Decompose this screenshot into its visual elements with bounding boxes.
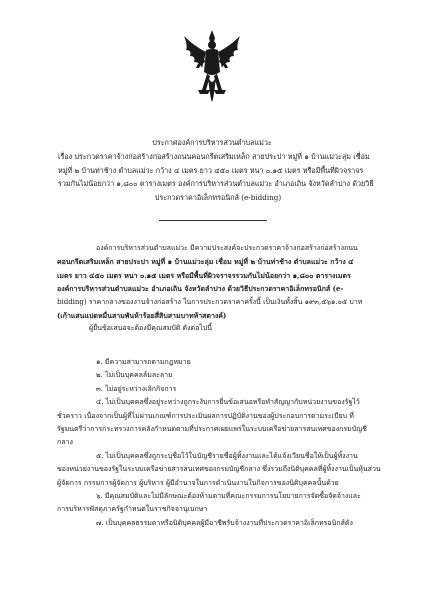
subject-line-3: รวมกันไม่น้อยกว่า ๑,๘๐๐ ตารางเมตร องค์การบริหารส่วนตำบลแม่วะ อำเภอเถิน จังหวัดลำปาง ด้วยวิธี: [58, 179, 374, 188]
list-item: ๔. ไม่เป็นบุคคลซึ่งอยู่ระหว่างถูกระงับการยื่นข้อเสนอหรือทำสัญญากับหน่วยงานของรัฐไว้: [96, 398, 360, 407]
body-line: คอนกรีตเสริมเหล็ก สายประปา หมู่ที่ ๑ บ้านแม่วะลุ่ม เชื่อม หมู่ที่ ๒ บ้านท่าช้าง ตำบลแม่วะ กว้าง ๔: [57, 257, 354, 267]
list-item: กลาง: [57, 438, 73, 447]
garuda-emblem-icon: [180, 28, 244, 108]
list-item: ๕. ไม่เป็นบุคคลซึ่งถูกระบุชื่อไว้ในบัญชีรายชื่อผู้ทิ้งงานและได้แจ้งเวียนชื่อให้เป็นผู้ทิ้งงาน: [96, 451, 358, 460]
subject-line-1: เรื่อง ประกวดราคาจ้างก่อสร้างก่อสร้างถนนคอนกรีตเสริมเหล็ก สายประปา หมู่ที่ ๑ บ้านแม่วะลุ่ม เชื่อม: [58, 152, 370, 161]
announcement-title: ประกาศองค์การบริหารส่วนตำบลแม่วะ: [152, 138, 272, 147]
divider: [159, 220, 267, 221]
list-item: ๒. ไม่เป็นบุคคลล้มละลาย: [96, 371, 173, 380]
qualifications-list: [57, 356, 387, 530]
body-line: bidding) ราคากลางของงานจ้างก่อสร้าง ในการประกวดราคาครั้งนี้ เป็นเงินทั้งสิ้น ๑๙๓,๕๖๑.๐๕ บาท: [57, 297, 363, 306]
body-line: ผู้ยื่นข้อเสนอจะต้องมีคุณสมบัติ ดังต่อไปนี้: [89, 324, 213, 333]
list-item: รัฐมนตรีว่าการกระทรวงการคลังกำหนดตามที่ประกาศเผยแพร่ในระบบเครือข่ายสารสนเทศของกรมบัญชี: [57, 425, 367, 434]
list-item: ของหน่วยงานของรัฐในระบบเครือข่ายสารสนเทศของกรมบัญชีกลาง ซึ่งรวมถึงนิติบุคคลที่ผู้ทิ้งงานเป็นหุ้นส่วน: [57, 465, 381, 474]
list-item: ๓. ไม่อยู่ระหว่างเลิกกิจการ: [96, 384, 177, 393]
body-line: (เก้าแสนแปดหมื่นสามพันห้าร้อยสี่สิบสามบาทห้าสตางค์): [57, 311, 227, 321]
list-item: ๑. มีความสามารถตามกฎหมาย: [96, 358, 191, 366]
list-item: ๗. เป็นบุคคลธรรมดาหรือนิติบุคคลผู้มีอาชีพรับจ้างงานที่ประกวดราคาอิเล็กทรอนิกส์ดัง: [96, 518, 353, 527]
subject-block: [58, 150, 378, 204]
subject-line-2: หมู่ที่ ๒ บ้านท่าช้าง ตำบลแม่วะ กว้าง ๔ เมตร ยาว ๔๕๐ เมตร หนา ๐.๑๕ เมตร หรือมีพื้นที่ผิวจราจร: [58, 165, 364, 175]
list-item: ๖. มีคุณสมบัติและไม่มีลักษณะต้องห้ามตามที่คณะกรรมการนโยบายการจัดซื้อจัดจ้างและ: [96, 492, 361, 501]
subject-line-4: ประกวดราคาอิเล็กทรอนิกส์ (e-bidding): [154, 192, 282, 202]
list-item: ชั่วคราว เนื่องจากเป็นผู้ที่ไม่ผ่านเกณฑ์การประเมินผลการปฏิบัติงานของผู้ประกอบการตามระเบียบ ที่: [57, 411, 354, 420]
body-line: องค์การบริหารส่วนตำบลแม่วะ อำเภอเถิน จังหวัดลำปาง ด้วยวิธีประกวดราคาอิเล็กทรอนิกส์ (e-: [57, 284, 344, 294]
body-line: เมตร ยาว ๔๕๐ เมตร หนา ๐.๑๕ เมตร หรือมีพื้นที่ผิวจราจรรวมกันไม่น้อยกว่า ๑,๘๐๐ ตารางเมตร: [57, 270, 351, 280]
list-item: การบริหารพัสดุภาครัฐกำหนดในราชกิจจานุเบกษา: [57, 505, 208, 514]
list-item: ผู้จัดการ กรรมการผู้จัดการ ผู้บริหาร ผู้มีอำนาจในการดำเนินงานในกิจการของนิติบุคคลนั้นด้วย: [57, 478, 339, 487]
body-line: องค์การบริหารส่วนตำบลแม่วะ มีความประสงค์จะประกวดราคาจ้างก่อสร้างก่อสร้างถนน: [96, 244, 358, 252]
body-paragraph: [57, 242, 375, 336]
